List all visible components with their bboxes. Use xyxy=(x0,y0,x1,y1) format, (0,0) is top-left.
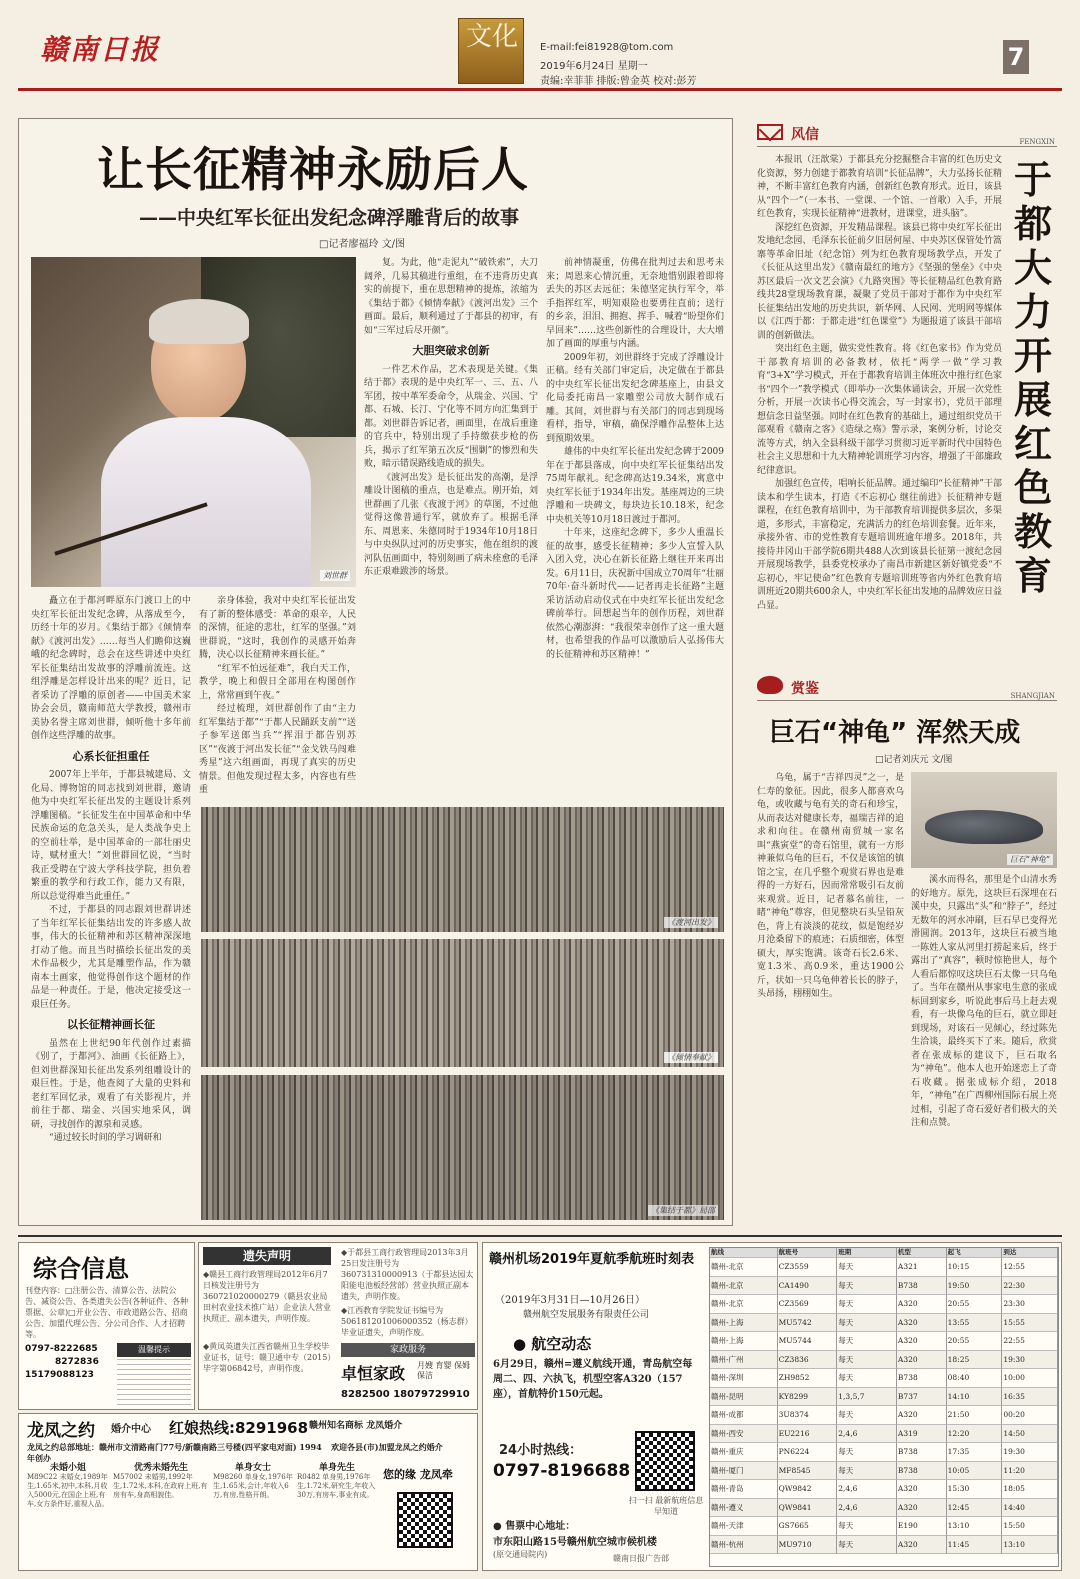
paragraph: 虽然在上世纪90年代创作过素描《别了，于都河》、油画《长征路上》，但刘世群深知长征出发系列组雕设计的艰巨性。于是，他查阅了大量的史料和老红军回忆录，观看了有关影视片，并前往于都、瑞金、兴国实地采风，调研，寻找创作的源泉和灵感。 xyxy=(31,1038,191,1130)
shangjian-byline: □记者刘庆元 文/图 xyxy=(875,755,953,765)
flight-row xyxy=(710,1499,1058,1518)
flight-cell: 2,4,6 xyxy=(837,1480,897,1499)
paragraph: 不过，于都县的同志跟刘世群讲述了当年红军长征集结出发的许多感人故事，伟大的长征精神和苏区精神深深地打动了他。而且当时描绘长征出发的美术作品极少，尤其是雕塑作品，作为赣南本土画家，他觉得创作这个题材的作品是一种责任。于是，他决定接受这一艰巨任务。 xyxy=(31,905,191,1010)
wenxin-label: 温馨提示 xyxy=(138,1345,170,1354)
paragraph: 经过梳理，刘世群创作了由“主力红军集结于都”“于都人民踊跃支前”“送子参军送郎当兵”“挥泪于都告别苏区”“夜渡于河出发长征”“金戈铁马闯难秀星”这六组画面，再现了真实的历史情景。但他发现过程太多，内容也有些重 xyxy=(199,704,356,795)
hotline-label: 24小时热线： xyxy=(499,1443,583,1458)
editors-line: 责编:幸菲菲 排版:曾金英 校对:彭芳 xyxy=(540,76,697,87)
paragraph: “红军不怕远征难”，我白天工作，教学，晚上和假日全部用在构图创作上，常常画到午夜。” xyxy=(199,663,356,701)
airport-news-title: ● 航空动态 xyxy=(513,1335,592,1353)
yishi-item-1: ◆赣县工商行政管理局2012年6月7日核发注册号为360721020000279（赣县农业局田村农业技术推广站）企业法人营业执照正、副本遗失，声明作废。 xyxy=(203,1270,331,1323)
flight-cell: CZ3836 xyxy=(778,1351,838,1370)
flight-cell: 赣州-上海 xyxy=(710,1314,778,1333)
flight-cell: 3U8374 xyxy=(778,1406,838,1425)
turtle-stone-photo xyxy=(911,772,1057,868)
flight-cell: 2,4,6 xyxy=(837,1425,897,1444)
flight-row xyxy=(710,1517,1058,1536)
flight-cell: 00:20 xyxy=(1002,1406,1058,1425)
flight-row xyxy=(710,1443,1058,1462)
flight-cell: MU9710 xyxy=(778,1536,838,1555)
zonghe-title: 综合信息 xyxy=(33,1255,129,1283)
flight-cell: 22:30 xyxy=(1002,1277,1058,1296)
flight-cell: CZ3569 xyxy=(778,1295,838,1314)
flight-cell: A320 xyxy=(897,1406,947,1425)
jiazheng-title: 家政服务 xyxy=(389,1345,426,1355)
main-title: 让长征精神永励后人 xyxy=(97,143,529,198)
flight-cell: 每天 xyxy=(837,1332,897,1351)
match-col-3 xyxy=(213,1460,293,1568)
flight-cell: 20:55 xyxy=(947,1332,1003,1351)
airport-qr-icon xyxy=(635,1431,695,1491)
fengxin-pinyin: FENGXIN xyxy=(1019,138,1055,146)
flight-cell: QW9841 xyxy=(778,1499,838,1518)
subheading-2: 以长征精神画长征 xyxy=(67,1018,155,1031)
flight-row xyxy=(710,1351,1058,1370)
longfeng-title: 龙凤之约 xyxy=(27,1421,95,1441)
yuan-title: 您的缘 龙凤牵 xyxy=(383,1468,453,1481)
relief-caption-2: 《倾情奉献》 xyxy=(664,1052,718,1063)
paragraph: 矗立在于都河畔原东门渡口上的中央红军长征出发纪念碑，从落成至今，历经十年的岁月。《集结于都》《倾情奉献》《渡河出发》……每当人们瞻仰这巍峨的纪念碑时，总会在这些讲述中央红军长征集结出发故事的浮雕前流连。这组浮雕是怎样设计出来的呢？近日，记者采访了浮雕的原创者——中国美术家协会会员，赣南师范大学教授，赣州市美协名誉主席刘世群，倾听他十多年前创作这些浮雕的故事。 xyxy=(31,596,191,741)
flight-header-row xyxy=(710,1248,1058,1258)
flight-row xyxy=(710,1369,1058,1388)
flight-cell: 赣州-北京 xyxy=(710,1277,778,1296)
qr-caption: 扫一扫 最新航班信息早知道 xyxy=(628,1496,704,1516)
flight-cell: KY8299 xyxy=(778,1388,838,1407)
date-line: 2019年6月24日 星期一 xyxy=(540,61,648,72)
airport-company: 赣州航空发展服务有限责任公司 xyxy=(523,1310,650,1320)
flight-row xyxy=(710,1425,1058,1444)
page-number-text: 7 xyxy=(1007,43,1025,71)
flight-cell: 23:30 xyxy=(1002,1295,1058,1314)
flight-cell: MU5744 xyxy=(778,1332,838,1351)
zonghe-phone: 0797-8222685 xyxy=(25,1344,98,1354)
flight-cell: A320 xyxy=(897,1499,947,1518)
flight-cell: 赣州-北京 xyxy=(710,1295,778,1314)
flight-cell: A320 xyxy=(897,1351,947,1370)
flight-cell: 19:30 xyxy=(1002,1351,1058,1370)
flight-cell: 赣州-深圳 xyxy=(710,1369,778,1388)
match-title: 单身先生 xyxy=(318,1463,355,1473)
flight-cell: 每天 xyxy=(837,1351,897,1370)
flight-cell: 18:05 xyxy=(1002,1480,1058,1499)
airport-news: 6月29日，赣州=遵义航线开通，青岛航空每周二、四、六执飞，机型空客A320（157座），首航特价150元起。 xyxy=(493,1359,693,1400)
flight-cell: E190 xyxy=(897,1517,947,1536)
flight-cell: PN6224 xyxy=(778,1443,838,1462)
relief-image-2 xyxy=(201,939,724,1067)
ticket-note: (原交通局院内) xyxy=(493,1550,548,1559)
flight-cell: 08:40 xyxy=(947,1369,1003,1388)
flight-header-cell: 到达 xyxy=(1002,1248,1058,1258)
flight-cell: 10:15 xyxy=(947,1258,1003,1277)
zonghe-phone: 15179088123 xyxy=(25,1370,94,1380)
flight-cell: EU2216 xyxy=(778,1425,838,1444)
paragraph: 雄伟的中央红军长征出发纪念碑于2009年在于都县落成，向中央红军长征集结出发75周年献礼。纪念碑高达19.34米，寓意中央红军长征于1934年出发。基座周边的三块浮雕和一块碑文，每块边长10.18米，纪念中央机关等10月18日渡过于都河。 xyxy=(546,447,724,525)
match-title: 单身女士 xyxy=(234,1463,271,1473)
relief-caption-1: 《渡河出发》 xyxy=(664,917,718,928)
flight-cell: A320 xyxy=(897,1314,947,1333)
shangjian-rule xyxy=(757,700,1057,701)
longfeng-address: 龙凤之约总部地址：赣州市文清路南门77号/新赣南路三号楼(四平家电对面) 1994年创办 xyxy=(27,1442,322,1463)
flight-cell: CA1490 xyxy=(778,1277,838,1296)
flight-cell: 12:45 xyxy=(947,1499,1003,1518)
hotline-phone: 0797-8196688 xyxy=(493,1461,631,1481)
flight-header-cell: 航班号 xyxy=(778,1248,838,1258)
ticket-label: ● 售票中心地址： xyxy=(493,1521,576,1532)
teapot-icon xyxy=(757,676,783,694)
flight-row xyxy=(710,1536,1058,1555)
portrait-caption: 刘世群 xyxy=(320,570,350,581)
email-line: E-mail:fei81928@tom.com xyxy=(540,42,674,53)
article-column-3 xyxy=(364,257,538,807)
flight-cell: 赣州-广州 xyxy=(710,1351,778,1370)
flight-cell: 每天 xyxy=(837,1536,897,1555)
match-col-4 xyxy=(297,1460,377,1568)
flight-cell: A321 xyxy=(897,1258,947,1277)
flight-cell: B738 xyxy=(897,1369,947,1388)
subheading-1: 心系长征担重任 xyxy=(72,749,150,763)
newspaper-logo: 赣南日报 xyxy=(40,33,161,66)
fengxin-label: 风信 xyxy=(791,127,819,143)
flight-cell: 14:50 xyxy=(1002,1425,1058,1444)
longfeng-sub: 婚介中心 xyxy=(111,1424,151,1435)
flight-row xyxy=(710,1480,1058,1499)
flight-cell: 15:55 xyxy=(1002,1314,1058,1333)
flight-header-cell: 班期 xyxy=(837,1248,897,1258)
flight-cell: 赣州-青岛 xyxy=(710,1480,778,1499)
paragraph: 突出红色主题，做实党性教育。将《红色家书》作为党员干部教育培训的必备教材，依托“两学一做”学习教育“3+X”学习模式，开在于都教育培训主体班次中推行红色家书“四个一”教学模式（即举办一次集体诵读会，开展一次党性分析，开展一次读书心得交流会，写一封家书），党员干部理想信念日益坚强。同时在红色教育的基础上，通过组织党员干部观看《赣南之客》《造绿之殇》警示录，案例分析，讨论交流等方式，纳入全县科级干部学习贯彻习近平新时代中国特色社会主义思想和十九大精神轮训班学习内容，增强了干部廉政纪律意识。 xyxy=(757,344,1002,476)
flight-cell: 赣州-杭州 xyxy=(710,1536,778,1555)
zonghe-text: 刊登内容：□注册公告、清算公告、法院公告、减资公告、各类遗失公告(各种证件、各种票据、公章)□开业公告、市政道路公告、招商公告、加盟代理公告、分公司合作、人才招聘等。 xyxy=(25,1286,189,1339)
relief-image-3 xyxy=(201,1075,724,1220)
flight-cell: B737 xyxy=(897,1388,947,1407)
main-article xyxy=(18,118,733,1226)
main-subtitle: ——中央红军长征出发纪念碑浮雕背后的故事 xyxy=(139,207,520,229)
section-badge xyxy=(458,18,524,84)
flight-row xyxy=(710,1406,1058,1425)
flight-cell: 17:35 xyxy=(947,1443,1003,1462)
flight-cell: A320 xyxy=(897,1295,947,1314)
flight-cell: 11:45 xyxy=(947,1536,1003,1555)
flight-cell: B738 xyxy=(897,1277,947,1296)
flight-row xyxy=(710,1462,1058,1481)
flight-row xyxy=(710,1332,1058,1351)
fengxin-section xyxy=(745,118,1063,658)
flight-cell: 21:50 xyxy=(947,1406,1003,1425)
shangjian-column-a xyxy=(757,772,904,1224)
flight-cell: 2,4,6 xyxy=(837,1499,897,1518)
masthead-rule xyxy=(18,88,1062,91)
paragraph: 本报讯（汪歆棠）于都县充分挖掘整合丰富的红色历史文化资源，努力创建于都教育培训“长征品牌”，大力弘扬长征精神，不断丰富红色教育内涵，创新红色教育形式。近日，该县从“四个一”（一本书、一堂课、一个馆、一首歌）入手，开展红色教育，实现长征精神“进教材，进课堂，进头脑”。 xyxy=(757,155,1002,219)
turtle-stone-shape xyxy=(925,810,1043,844)
flight-cell: 10:00 xyxy=(1002,1369,1058,1388)
flight-cell: 赣州-成都 xyxy=(710,1406,778,1425)
flight-cell: B738 xyxy=(897,1443,947,1462)
match-text: M98260 单身女,1976年生,1.65米,会计,年收入6万,有房,性格开朗。 xyxy=(213,1473,293,1499)
paragraph: 亲身体验，我对中央红军长征出发有了新的整体感受：革命的艰辛，人民的深情，征途的悲壮，红军的坚强。”刘世群说，“这时，我创作的灵感开始奔腾，决心以长征精神来画长征。” xyxy=(199,596,356,660)
flight-cell: 16:35 xyxy=(1002,1388,1058,1407)
wenxin-body xyxy=(117,1359,191,1405)
article-column-4 xyxy=(546,257,724,807)
relief-caption-3: 《集结于都》局部 xyxy=(648,1205,718,1216)
wenxin-badge xyxy=(117,1343,191,1357)
match-text: M57002 未婚男,1992年生,1.72米,本科,在政府上班,有房有车,身高相貌佳。 xyxy=(113,1473,208,1499)
flight-row xyxy=(710,1277,1058,1296)
flight-schedule-table xyxy=(709,1247,1059,1567)
paragraph: 深挖红色资源，开发精品课程。该县已将中央红军长征出发地纪念园、毛泽东长征前夕旧居何屋、中央苏区保管处竹篙寨等革命旧址（纪念馆）列为红色教育现场教学点，开发了《长征从这里出发》《赣南最红的地方》《坚强的堡垒》《中央苏区最后一次文艺会演》《九路突围》等长征精品红色教育路线共28堂现场教育课，凝聚了党员干部对于都作为中央红军长征集结出发地的历史共识，新华网、人民网、光明网等媒体以《江西于都：于都走进“红色课堂”》为题报道了该县干部培训的创新做法。 xyxy=(757,222,1002,341)
flight-cell: 赣州-遵义 xyxy=(710,1499,778,1518)
flight-cell: A320 xyxy=(897,1332,947,1351)
flight-cell: 每天 xyxy=(837,1295,897,1314)
paragraph: 2007年上半年，于都县城建局、文化局、博物馆的同志找到刘世群，邀请他为中央红军长征出发的主题设计系列浮雕图稿。“长征发生在中国革命和中华民族命运的危急关头，是人类战争史上的空前壮举，是中国革命的一部壮丽史诗，赋材重大！”刘世群回忆说，“当时我正受聘在宁波大学科技学院，担负着繁重的教学和行政工作，能力又有限，所以总觉得难当此重任。” xyxy=(31,770,191,902)
portrait-hair xyxy=(149,299,249,344)
match-col-1 xyxy=(27,1460,109,1568)
longfeng-ad xyxy=(18,1413,478,1571)
flight-cell: 13:10 xyxy=(947,1517,1003,1536)
match-title: 未婚小姐 xyxy=(49,1463,86,1473)
yishi-ad xyxy=(198,1242,478,1410)
flight-cell: 10:05 xyxy=(947,1462,1003,1481)
flight-cell: A319 xyxy=(897,1425,947,1444)
flight-cell: 15:30 xyxy=(947,1480,1003,1499)
paragraph: 十年来，这座纪念碑下，多少人重温长征的故事，感受长征精神；多少人宣誓入队入团入党，决心在新长征路上继往开来再出发。6月11日，庆祝新中国成立70周年“壮丽70年·奋斗新时代——记者再走长征路”主题采访活动启动仪式在中央红军长征出发纪念碑前举行。回想起当年的创作历程，刘世群依然心潮澎湃：“我很荣幸创作了这一重大题材，也希望我的作品可以激励后人弘扬伟大的长征精神和苏区精神！” xyxy=(546,528,724,660)
match-col-2 xyxy=(113,1460,209,1568)
flight-cell: 11:20 xyxy=(1002,1462,1058,1481)
flight-header-cell: 起飞 xyxy=(947,1248,1003,1258)
flight-cell: 12:20 xyxy=(947,1425,1003,1444)
match-title: 优秀未婚先生 xyxy=(133,1463,188,1473)
flight-cell: B738 xyxy=(897,1462,947,1481)
flight-cell: 每天 xyxy=(837,1462,897,1481)
page-number xyxy=(1003,40,1029,74)
paragraph: 2009年初，刘世群终于完成了浮雕设计正稿。经有关部门审定后，决定做在于都县的中央红军长征出发纪念碑基座上，由县文化局委托南昌一家雕塑公司放大制作成石雕。其间，刘世群与有关部门的同志到现场看样，指导，审稿，确保浮雕作品整体上达到预期效果。 xyxy=(546,352,724,444)
paragraph: 一件艺术作品，艺术表现是关键。《集结于都》表现的是中央红军一、三、五、八军团，按中革军委命令，从瑞金、兴国、宁都、石城、长汀、宁化等不同方向汇集到于都。刘世群告诉记者，画面里，在战后重逢的官兵中，特别出现了手持缴获步枪的伤兵，揭示了红军第五次反“围剿”的惨烈和失败，暗示错误路线造成的损失。 xyxy=(364,364,538,469)
flight-body xyxy=(710,1258,1058,1554)
turtle-caption: 巨石“神龟” xyxy=(1007,854,1053,865)
airport-ad xyxy=(482,1242,1062,1571)
flight-row xyxy=(710,1258,1058,1277)
longfeng-brand: 赣州知名商标 龙凤婚介 xyxy=(309,1421,403,1431)
masthead xyxy=(0,0,1080,92)
flight-cell: 赣州-昆明 xyxy=(710,1388,778,1407)
yishi-item-3: ◆于都县工商行政管理局2013年3月25日发注册号为360731310000913（于都县达园太阳能电池板经营部）营业执照正副本遗失，声明作废。 xyxy=(341,1248,474,1301)
flight-cell: MF8545 xyxy=(778,1462,838,1481)
flight-cell: A320 xyxy=(897,1480,947,1499)
jiazheng-services: 月嫂 育婴 保姆 保洁 xyxy=(417,1361,471,1380)
flight-cell: ZH9852 xyxy=(778,1369,838,1388)
jiazheng-title-bar xyxy=(341,1343,475,1357)
paragraph: “通过较长时间的学习调研和 xyxy=(49,1133,162,1143)
flight-cell: 赣州-西安 xyxy=(710,1425,778,1444)
flight-row xyxy=(710,1388,1058,1407)
shangjian-label: 赏鉴 xyxy=(791,681,819,697)
shangjian-headline: 巨石“神龟” 浑然天成 xyxy=(769,718,1021,748)
paragraph: 溪水而得名，那里是个山清水秀的好地方。原先，这块巨石深埋在石溪中央，只露出“头”和“脖子”，经过无数年的河水冲刷，巨石早已变得光滑圆润。2013年，这块巨石被当地一陈姓人家从河里打捞起来后，终于露出了“真容”，顿时惊艳世人，每个人看后都惊叹这块巨石太像一只乌龟了。当年在赣州从事家电生意的张成标回到家乡，听说此事后马上赶去观看，有一块像乌龟的巨石，就立即赶到现场，对该石一见倾心，经过陈先生洽谈，最终买下了来。随后，欣赏者在张成标的建议下，巨石取名为“神龟”。他本人也开始迷恋上了奇石收藏。据张成标介绍，2018年，“神龟”在广西柳州国际石展上亮过相，引起了奇石爱好者们极大的关注和点赞。 xyxy=(911,875,1057,1128)
bottom-note: 赣南日报广告部 xyxy=(613,1554,669,1563)
flight-cell: 每天 xyxy=(837,1517,897,1536)
match-text: R0482 单身男,1976年生,1.72米,研究生,年收入30万,有房车,事业有成。 xyxy=(297,1473,376,1499)
flight-cell: 赣州-上海 xyxy=(710,1332,778,1351)
flight-cell: 14:10 xyxy=(947,1388,1003,1407)
flight-cell: 12:55 xyxy=(1002,1258,1058,1277)
article-column-1 xyxy=(31,595,191,1223)
fengxin-headline: 于都大力开展红色教育 xyxy=(1013,158,1052,598)
flight-cell: 每天 xyxy=(837,1369,897,1388)
flight-row xyxy=(710,1295,1058,1314)
hongniang-hotline: 红娘热线:8291968 xyxy=(169,1419,309,1437)
flight-cell: 13:55 xyxy=(947,1314,1003,1333)
flight-cell: 赣州-厦门 xyxy=(710,1462,778,1481)
flight-cell: 19:30 xyxy=(1002,1443,1058,1462)
envelope-icon xyxy=(757,124,783,140)
flight-cell: 15:50 xyxy=(1002,1517,1058,1536)
flight-cell: GS7665 xyxy=(778,1517,838,1536)
flight-cell: 1,3,5,7 xyxy=(837,1388,897,1407)
flight-cell: 每天 xyxy=(837,1258,897,1277)
flight-cell: A320 xyxy=(897,1536,947,1555)
zonghe-ad xyxy=(18,1242,195,1410)
flight-cell: CZ3559 xyxy=(778,1258,838,1277)
flight-cell: 13:10 xyxy=(1002,1536,1058,1555)
flight-cell: MU5742 xyxy=(778,1314,838,1333)
yishi-item-2: ◆黄凤英遗失江西省赣州卫生学校毕业证书，证号：赣卫通中专（2015）毕字第06842号，声明作废。 xyxy=(203,1342,332,1373)
portrait-photo xyxy=(31,257,356,587)
article-column-2 xyxy=(199,595,356,807)
flight-header-cell: 机型 xyxy=(897,1248,947,1258)
flight-cell: 22:55 xyxy=(1002,1332,1058,1351)
yishi-title-bar xyxy=(203,1247,331,1265)
ads-divider xyxy=(18,1235,1062,1237)
flight-cell: 每天 xyxy=(837,1443,897,1462)
flight-cell: 赣州-天津 xyxy=(710,1517,778,1536)
shangjian-section xyxy=(745,672,1063,1227)
paragraph: 前神情凝重，仿佛在批判过去和思考未来；周恩来心情沉重，无奈地惜别跟着即将丢失的苏区去远征；朱德坚定执行军令，举手指挥红军，明知艰险也要勇往直前；送行的乡亲，泪泪、拥抱、挥手、喊着“盼望你们早回来”……这些创新性的合理设计，大大增加了画面的厚重与内涵。 xyxy=(546,258,724,349)
yishi-title: 遗失声明 xyxy=(242,1249,291,1263)
zonghe-phone: 8272836 xyxy=(55,1357,99,1367)
longfeng-welcome: 欢迎各县(市)加盟龙凤之约婚介 xyxy=(331,1442,443,1452)
flight-row xyxy=(710,1314,1058,1333)
match-text: M89C22 未婚女,1989年生,1.65米,初中,本科,月收入5000元,在国企上班,有车,女方条件好,重视人品。 xyxy=(27,1473,109,1508)
paragraph: 《渡河出发》是长征出发的高潮，是浮雕设计图稿的重点，也是难点。刚开始，刘世群画了几张《夜渡于河》的草图，不过他觉得这像普通行军，就放弃了。根据毛泽东、周恩来、朱德同时于1934年10月18日与中央纵队过河的历史事实，他在组织的渡河队伍画面中，特别刻画了病未痊愈的毛泽东正艰难跋涉的场景。 xyxy=(364,472,538,577)
shangjian-column-b xyxy=(911,874,1057,1224)
relief-image-1 xyxy=(201,807,724,932)
ticket-address: 市东阳山路15号赣州航空城市候机楼 xyxy=(493,1537,657,1548)
flight-cell: QW9842 xyxy=(778,1480,838,1499)
paragraph: 加强红色宣传，唱响长征品牌。通过编印“长征精神”干部读本和学生读本，打造《不忘初心 继往前进》长征精神专题课程，在红色教育培训中，为干部教育培训提供多层次，多渠道，多形式，丰富稳定，充满活力的红色培训套餐。近年来，承接外省、市的党性教育专题培训班逾年增多。2018年，共接待井冈山干部学院6期共488人次到该县长征第一渡纪念园开展现场教学，县委党校承办了南昌市新建区新好镇党委“不忘初心，牢记使命”红色教育专题培训班等省内外红色教育培训班近20期共600余人，中央红军长征出发地的品牌效应日益凸显。 xyxy=(757,479,1002,611)
flight-cell: 赣州-北京 xyxy=(710,1258,778,1277)
paragraph: 复。为此，他“走泥丸”“破铁索”，大刀阔斧，几易其稿进行重组，在不违背历史真实的前提下，重在思想精神的提炼，浓缩为《集结于都》《倾情奉献》《渡河出发》三个画面。最后，顺利通过了于都县的初审，有如“三军过后尽开颜”。 xyxy=(364,258,538,336)
jiazheng-phone: 8282500 18079729910 xyxy=(341,1389,470,1400)
flight-cell: 18:25 xyxy=(947,1351,1003,1370)
zonghe-phones xyxy=(25,1343,115,1382)
paragraph: 乌龟，属于“吉祥四灵”之一，是仁寿的象征。因此，很多人都喜欢乌龟，或收藏与龟有关的奇石和珍宝，从而表达对健康长寿，福瑞吉祥的追求和向往。在赣州南贸城一家名叫“燕寅堂”的奇石馆里，就有一方形神兼似乌龟的巨石，不仅是该馆的镇馆之宝，在几乎整个观赏石界也是难得的一方好石，因而常常吸引石友前来观赏。近日，记者慕名前往，一睹“神龟”尊容，但见整块石头呈铅灰色，背上有淡淡的花纹，似是饱经岁月沧桑留下的痕迹；石质细密，体型硕大，厚实饱满。该奇石长2.6米、宽1.3米、高0.9米，重达1900公斤，状如一只乌龟伸着长长的脖子，头昂扬，栩栩如生。 xyxy=(757,773,904,999)
shangjian-pinyin: SHANGJIAN xyxy=(1010,692,1055,700)
flight-cell: 19:50 xyxy=(947,1277,1003,1296)
flight-cell: 赣州-重庆 xyxy=(710,1443,778,1462)
airport-period: （2019年3月31日—10月26日） xyxy=(495,1295,645,1306)
section-badge-text: 文化 xyxy=(465,22,518,52)
subheading-3: 大胆突破求创新 xyxy=(412,344,490,357)
flight-cell: 14:40 xyxy=(1002,1499,1058,1518)
jiazheng-name: 卓恒家政 xyxy=(341,1364,406,1383)
flight-cell: 20:55 xyxy=(947,1295,1003,1314)
yishi-item-4: ◆江西教育学院发证书编号为506181201006000352（杨志群）毕业证遗失，声明作废。 xyxy=(341,1306,473,1337)
flight-cell: 每天 xyxy=(837,1277,897,1296)
flight-cell: 每天 xyxy=(837,1406,897,1425)
flight-cell: 每天 xyxy=(837,1314,897,1333)
fengxin-body xyxy=(757,154,1002,654)
fengxin-rule xyxy=(757,146,1057,147)
main-byline: □记者廖福玲 文/图 xyxy=(319,239,405,250)
longfeng-qr-icon xyxy=(397,1492,453,1548)
flight-header-cell: 航线 xyxy=(710,1248,778,1258)
airport-title: 赣州机场2019年夏航季航班时刻表 xyxy=(489,1252,695,1267)
